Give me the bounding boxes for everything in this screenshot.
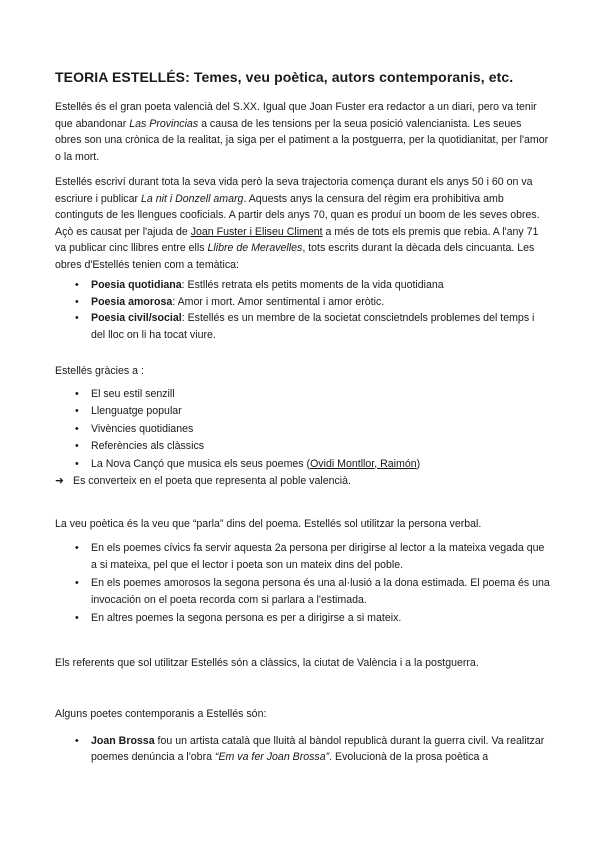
thanks-item: • Llenguatge popular <box>55 403 550 420</box>
career-text-em: La nit i Donzell amarg <box>140 192 244 205</box>
thanks-intro: Estellés gràcies a : <box>55 365 144 377</box>
voice-item: • En altres poemes la segona persona es per a dirigirse a si mateix. <box>55 610 550 627</box>
nova-canco-close: ) <box>416 457 421 470</box>
voice-intro: La veu poètica és la veu que “parla” dins del poema. Estellés sol utilitzar la persona verbal. <box>55 517 482 530</box>
theme-label: Poesia amorosa <box>91 295 173 308</box>
theme-text: : Estllés retrata els petits moments de la vida quotidiana <box>181 279 444 291</box>
career-text-b: . Aquests anys la censura del règim era prohibitiva amb continguts de les llengues cooficials. A partir dels anys 70, quan es produí un boom de les seves obres. Açò es causat per l'ajuda de <box>55 192 540 238</box>
theme-text: : Amor i mort. Amor sentimental i amor eròtic. <box>172 295 385 308</box>
career-text-d: , tots escrits durant la dècada dels cincuanta. Les obres d'Estellés tenien com a temàtica: <box>55 242 535 271</box>
voice-item: • En els poemes cívics fa servir aquesta 2a persona per dirigirse al lector a la mateixa vegada que a si mateixa, pel que el lector i poeta son un mateix dins del poble. <box>55 540 550 573</box>
arrow-right-icon: ➜ <box>55 475 64 487</box>
conclusion-line <box>55 473 550 490</box>
intro-text-b: a causa de les tensions per la seua posició valencianista. Les seues obres son una crònica de la realitat, ja siga per el patiment a la postguerra, per la quotidianitat, per l'amor o la mort. <box>55 117 549 163</box>
thanks-item: • Referències als clàssics <box>55 438 550 455</box>
voice-list <box>55 540 550 627</box>
theme-label: Poesia quotidiana <box>91 279 182 291</box>
document-body <box>55 68 550 766</box>
intro-text-a: Estellés és el gran poeta valencià del S.XX. Igual que Joan Fuster era redactor a un diari, pero va tenir que abandonar <box>55 101 537 130</box>
poet-item <box>55 733 550 766</box>
poets-intro: Alguns poetes contemporanis a Estellés són: <box>55 708 267 720</box>
montllor-raimon-link[interactable]: Ovidi Montllor, Raimón <box>310 457 417 470</box>
theme-item <box>55 277 550 294</box>
theme-text: : Estellés es un membre de la societat conscietndels problemes del temps i del lloc on li ha tocat viure. <box>91 312 535 341</box>
theme-label: Poesia civil/social <box>91 312 182 324</box>
fuster-climent-link[interactable]: Joan Fuster i Eliseu Climent <box>190 225 323 238</box>
poet-text-a: fou un artista català que lluità al bàndol republicà durant la guerra civil. Va realitzar poemes denúncia a l'obra <box>91 734 545 763</box>
referents-paragraph: Els referents que sol utilitzar Estellés són a clàssics, la ciutat de València i a la postguerra. <box>55 656 479 669</box>
poet-text-em: “Em va fer Joan Brossa” <box>214 751 330 763</box>
career-paragraph <box>55 174 550 273</box>
nova-canco-text: La Nova Cançó que musica els seus poemes ( <box>91 457 311 470</box>
intro-paragraph <box>55 99 550 165</box>
themes-list <box>55 277 550 343</box>
theme-item <box>55 294 550 311</box>
thanks-item <box>55 456 550 473</box>
thanks-item: • Vivències quotidianes <box>55 421 550 438</box>
poet-text-b: . Evolucionà de la prosa poètica a <box>329 751 489 763</box>
voice-item: • En els poemes amorosos la segona persona és una al·lusió a la dona estimada. El poema és una invocación on el poeta recorda com si parlara a l'estimada. <box>55 575 550 608</box>
thanks-item: • El seu estil senzill <box>55 386 550 403</box>
career-text-c: a més de tots els premis que rebia. A l'any 71 va publicar cinc llibres entre ells <box>55 225 539 254</box>
poet-name: Joan Brossa <box>91 734 155 747</box>
intro-text-em: Las Provincias <box>129 117 199 130</box>
career-text-em2: Llibre de Meravelles <box>207 242 303 254</box>
thanks-list <box>55 386 550 473</box>
career-text-a: Estellés escriví durant tota la seva vida però la seva trajectoria comença durant els anys 50 i 60 on va escriure i publicar <box>55 176 533 205</box>
page-title: TEORIA ESTELLÉS: Temes, veu poètica, autors contemporanis, etc. <box>55 69 514 85</box>
poets-list <box>55 733 550 766</box>
theme-item <box>55 310 550 343</box>
conclusion-text: Es converteix en el poeta que representa al poble valencià. <box>73 475 351 487</box>
